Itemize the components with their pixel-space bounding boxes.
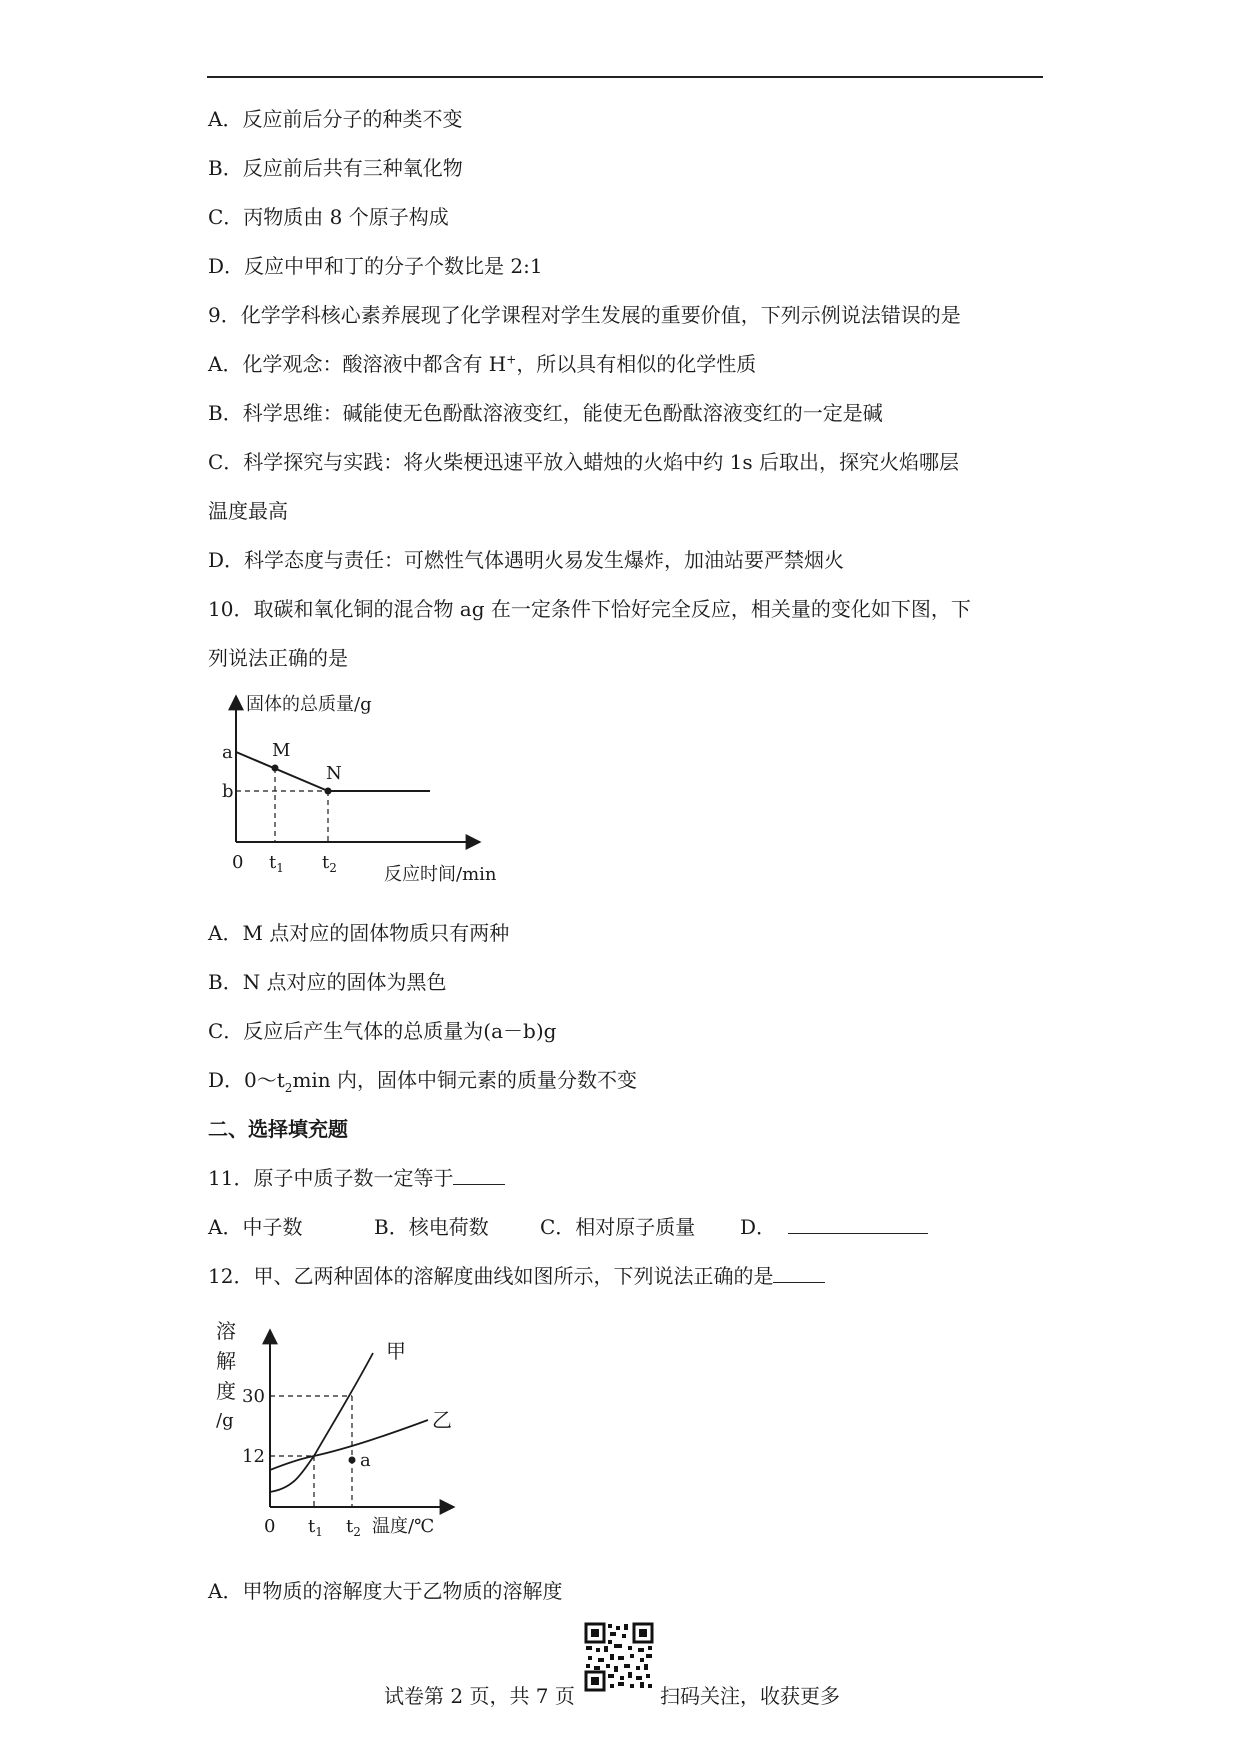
q9a-superscript: + bbox=[506, 352, 517, 367]
q11-option-d-blank[interactable] bbox=[788, 1215, 928, 1234]
qr-code-icon[interactable] bbox=[584, 1622, 654, 1692]
q11-option-c: C．相对原子质量 bbox=[540, 1215, 696, 1239]
q10-stem-line1: 10．取碳和氧化铜的混合物 ag 在一定条件下恰好完全反应，相关量的变化如下图，下 bbox=[208, 597, 971, 621]
g1-label-n: N bbox=[326, 763, 342, 784]
q9-option-b: B．科学思维：碱能使无色酚酞溶液变红，能使无色酚酞溶液变红的一定是碱 bbox=[208, 401, 883, 425]
q9a-text-rest: ，所以具有相似的化学性质 bbox=[516, 352, 757, 376]
g1-ylabel: 固体的总质量/g bbox=[246, 694, 372, 715]
q11-option-a: A．中子数 bbox=[208, 1215, 303, 1239]
g2-origin: 0 bbox=[264, 1516, 276, 1537]
q8-option-a: A．反应前后分子的种类不变 bbox=[208, 107, 463, 131]
q10-option-b: B．N 点对应的固体为黑色 bbox=[208, 970, 447, 994]
g2-label-12: 12 bbox=[242, 1446, 265, 1467]
g2-point-a bbox=[349, 1457, 356, 1464]
q8-option-b: B．反应前后共有三种氧化物 bbox=[208, 156, 463, 180]
g2-ylabel-4: /g bbox=[216, 1410, 234, 1431]
footer-page-info: 试卷第 2 页，共 7 页 bbox=[384, 1684, 575, 1708]
q8-option-c: C．丙物质由 8 个原子构成 bbox=[208, 205, 449, 229]
g2-xlabel: 温度/℃ bbox=[372, 1516, 435, 1537]
g1-point-n bbox=[325, 788, 332, 795]
q10-option-a: A．M 点对应的固体物质只有两种 bbox=[208, 921, 510, 945]
section-2-title: 二、选择填充题 bbox=[208, 1117, 348, 1141]
g1-label-a: a bbox=[222, 742, 233, 763]
q11-option-d: D． bbox=[740, 1215, 777, 1239]
q11-options bbox=[208, 1214, 928, 1240]
g2-label-a: a bbox=[360, 1450, 371, 1471]
g2-label-30: 30 bbox=[242, 1386, 265, 1407]
q10d-subscript: 2 bbox=[284, 1081, 293, 1095]
q10-option-d bbox=[208, 1067, 637, 1093]
q10-graph bbox=[200, 690, 520, 890]
q12-blank[interactable] bbox=[773, 1264, 825, 1283]
g2-tick-t1: $t_1$ bbox=[308, 1516, 323, 1539]
g1-label-m: M bbox=[272, 740, 291, 761]
q12-stem bbox=[208, 1263, 825, 1289]
q9a-text: A．化学观念：酸溶液中都含有 H bbox=[208, 352, 507, 376]
g2-label-jia: 甲 bbox=[386, 1339, 406, 1363]
q11-blank[interactable] bbox=[453, 1166, 505, 1185]
q11-text: 11．原子中质子数一定等于 bbox=[208, 1166, 454, 1190]
q9-option-c-line1: C．科学探究与实践：将火柴梗迅速平放入蜡烛的火焰中约 1s 后取出，探究火焰哪层 bbox=[208, 450, 960, 474]
g1-origin: 0 bbox=[232, 852, 244, 873]
g1-label-b: b bbox=[222, 781, 234, 802]
q9-stem: 9．化学学科核心素养展现了化学课程对学生发展的重要价值，下列示例说法错误的是 bbox=[208, 303, 961, 327]
g2-ylabel-3: 度 bbox=[216, 1379, 236, 1403]
q10-stem-line2: 列说法正确的是 bbox=[208, 646, 348, 670]
q9-option-c-line2: 温度最高 bbox=[208, 499, 288, 523]
g1-point-m bbox=[272, 765, 279, 772]
q9-option-a bbox=[208, 351, 756, 377]
q11-option-b: B．核电荷数 bbox=[374, 1215, 489, 1239]
g2-label-yi: 乙 bbox=[432, 1408, 452, 1432]
g1-xlabel: 反应时间/min bbox=[384, 864, 497, 885]
q11-stem bbox=[208, 1165, 505, 1191]
q10-option-c: C．反应后产生气体的总质量为(a－b)g bbox=[208, 1019, 557, 1043]
q9-option-d: D．科学态度与责任：可燃性气体遇明火易发生爆炸，加油站要严禁烟火 bbox=[208, 548, 845, 572]
q8-option-d: D．反应中甲和丁的分子个数比是 2:1 bbox=[208, 254, 543, 278]
g1-tick-t1: $t_1$ bbox=[269, 852, 284, 875]
q10d-text-rest: min 内，固体中铜元素的质量分数不变 bbox=[292, 1068, 638, 1092]
g2-tick-t2: $t_2$ bbox=[346, 1516, 361, 1539]
g2-curve-yi bbox=[270, 1420, 428, 1470]
g1-tick-t2: $t_2$ bbox=[322, 852, 337, 875]
q12-text: 12．甲、乙两种固体的溶解度曲线如图所示，下列说法正确的是 bbox=[208, 1264, 774, 1288]
g2-ylabel-1: 溶 bbox=[216, 1319, 236, 1343]
header-rule bbox=[207, 76, 1043, 78]
g2-curve-jia bbox=[270, 1353, 373, 1492]
footer-scan-text: 扫码关注，收获更多 bbox=[660, 1684, 840, 1708]
q12-option-a: A．甲物质的溶解度大于乙物质的溶解度 bbox=[208, 1579, 563, 1603]
q10d-text: D．0～t bbox=[208, 1068, 285, 1092]
q12-graph bbox=[200, 1310, 480, 1550]
g2-ylabel-2: 解 bbox=[216, 1349, 236, 1373]
